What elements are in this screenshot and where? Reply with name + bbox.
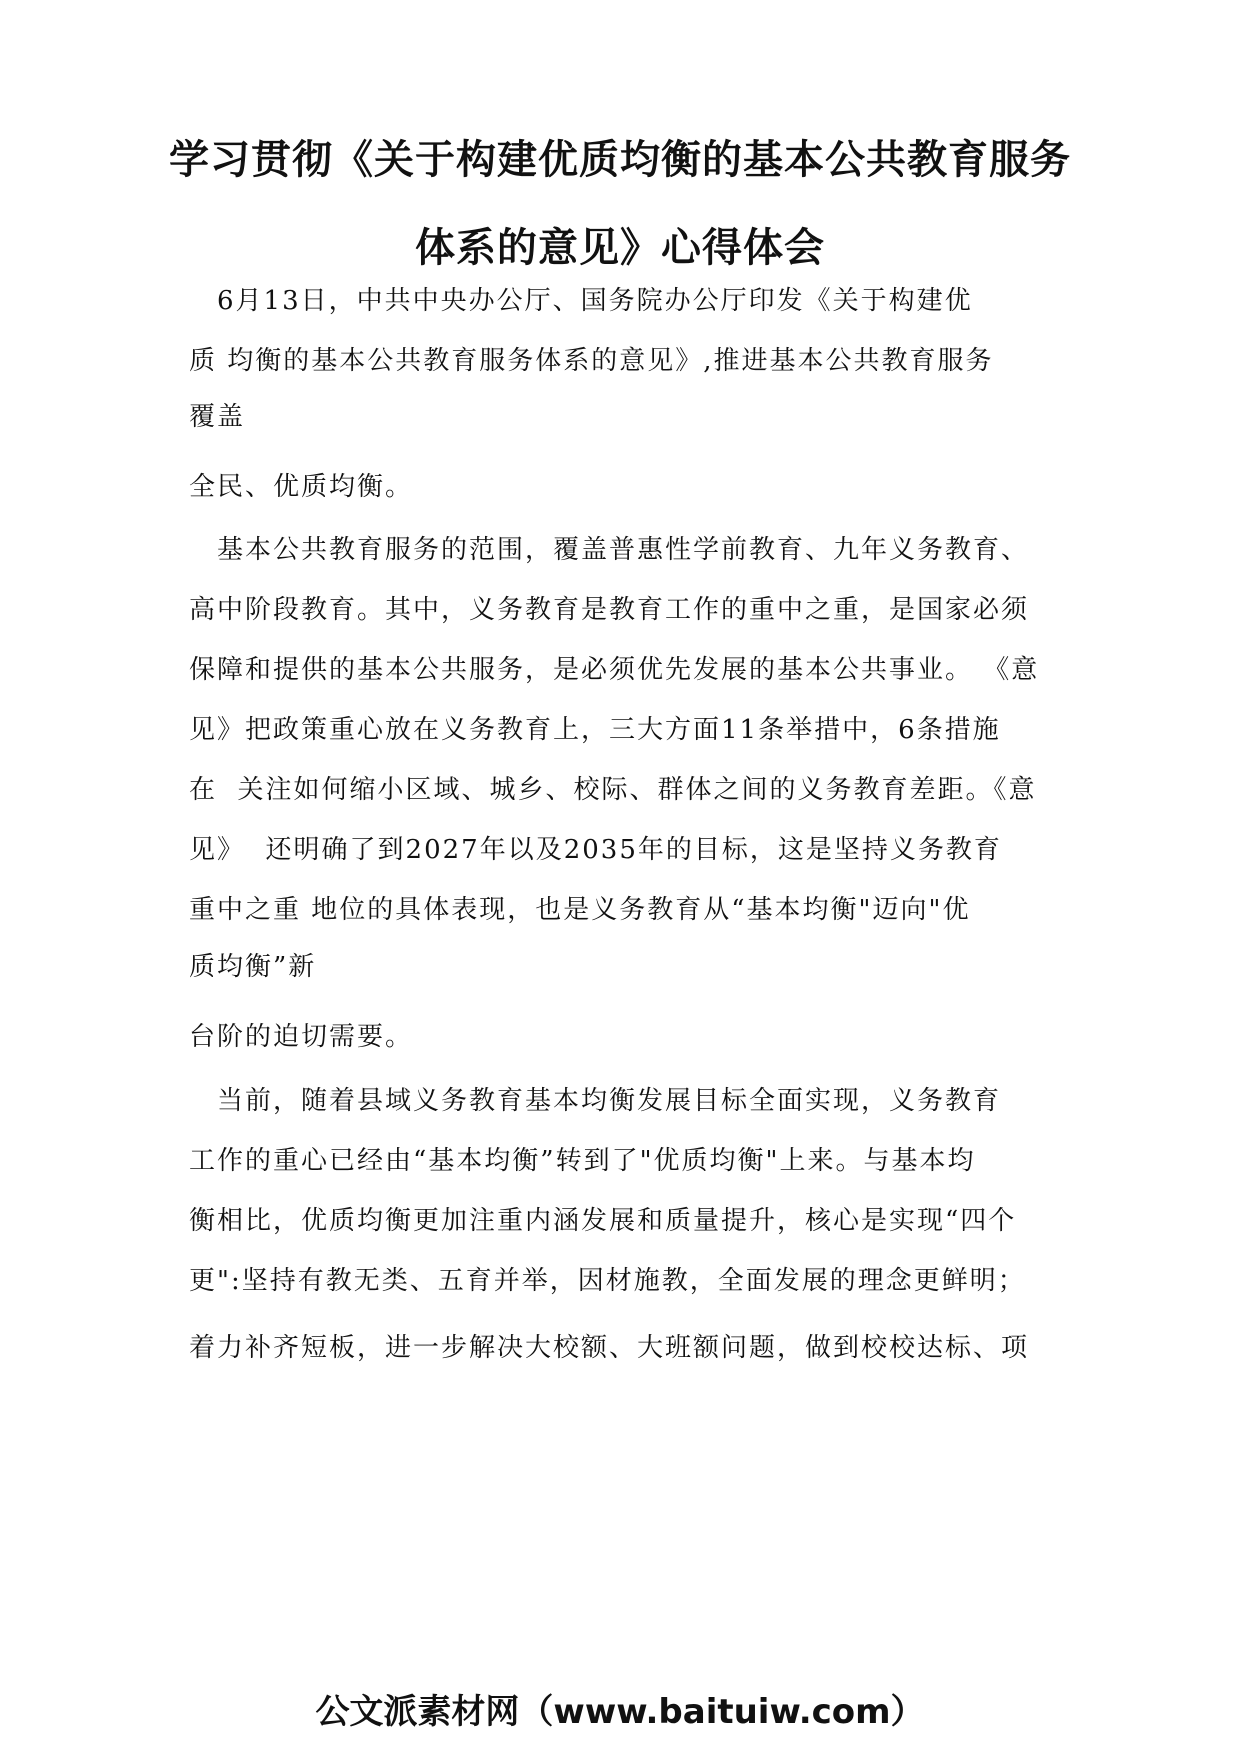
body-line: 当前，随着县域义务教育基本均衡发展目标全面实现，义务教育 [189,1086,1002,1116]
body-line: 高中阶段教育。其中，义务教育是教育工作的重中之重，是国家必须 [189,595,1030,625]
body-line: 全民、优质均衡。 [189,472,414,502]
body-line: 衡相比，优质均衡更加注重内涵发展和质量提升，核心是实现“四个 [189,1206,1017,1236]
body-line: 重中之重 地位的具体表现，也是义务教育从“基本均衡"迈向"优 [189,895,971,925]
document-title-line-2: 体系的意见》心得体会 [415,225,825,271]
body-line: 在 关注如何缩小区域、城乡、校际、群体之间的义务教育差距。《意 [189,775,1037,805]
body-line: 基本公共教育服务的范围，覆盖普惠性学前教育、九年义务教育、 [189,535,1030,565]
body-line: 工作的重心已经由“基本均衡”转到了"优质均衡"上来。与基本均 [189,1146,976,1176]
body-line: 见》 还明确了到2027年以及2035年的目标，这是坚持义务教育 [189,835,1002,865]
body-line: 更":坚持有教无类、五育并举，因材施教，全面发展的理念更鲜明； [189,1266,1026,1296]
body-line: 6月13日，中共中央办公厅、国务院办公厅印发《关于构建优 [189,286,973,316]
body-line: 台阶的迫切需要。 [189,1022,414,1052]
body-line: 保障和提供的基本公共服务，是必须优先发展的基本公共事业。 《意 [189,655,1040,685]
body-line: 见》把政策重心放在义务教育上，三大方面11条举措中，6条措施 [189,715,1001,745]
footer-source-text: 公文派素材网（www.baituiw.com） [315,1692,925,1732]
body-line: 质均衡”新 [189,952,317,982]
body-line: 覆盖 [189,402,246,432]
body-line: 质 均衡的基本公共教育服务体系的意见》,推进基本公共教育服务 [189,346,994,376]
document-title-line-1: 学习贯彻《关于构建优质均衡的基本公共教育服务 [169,137,1071,183]
body-line: 着力补齐短板，进一步解决大校额、大班额问题，做到校校达标、项 [189,1333,1030,1363]
